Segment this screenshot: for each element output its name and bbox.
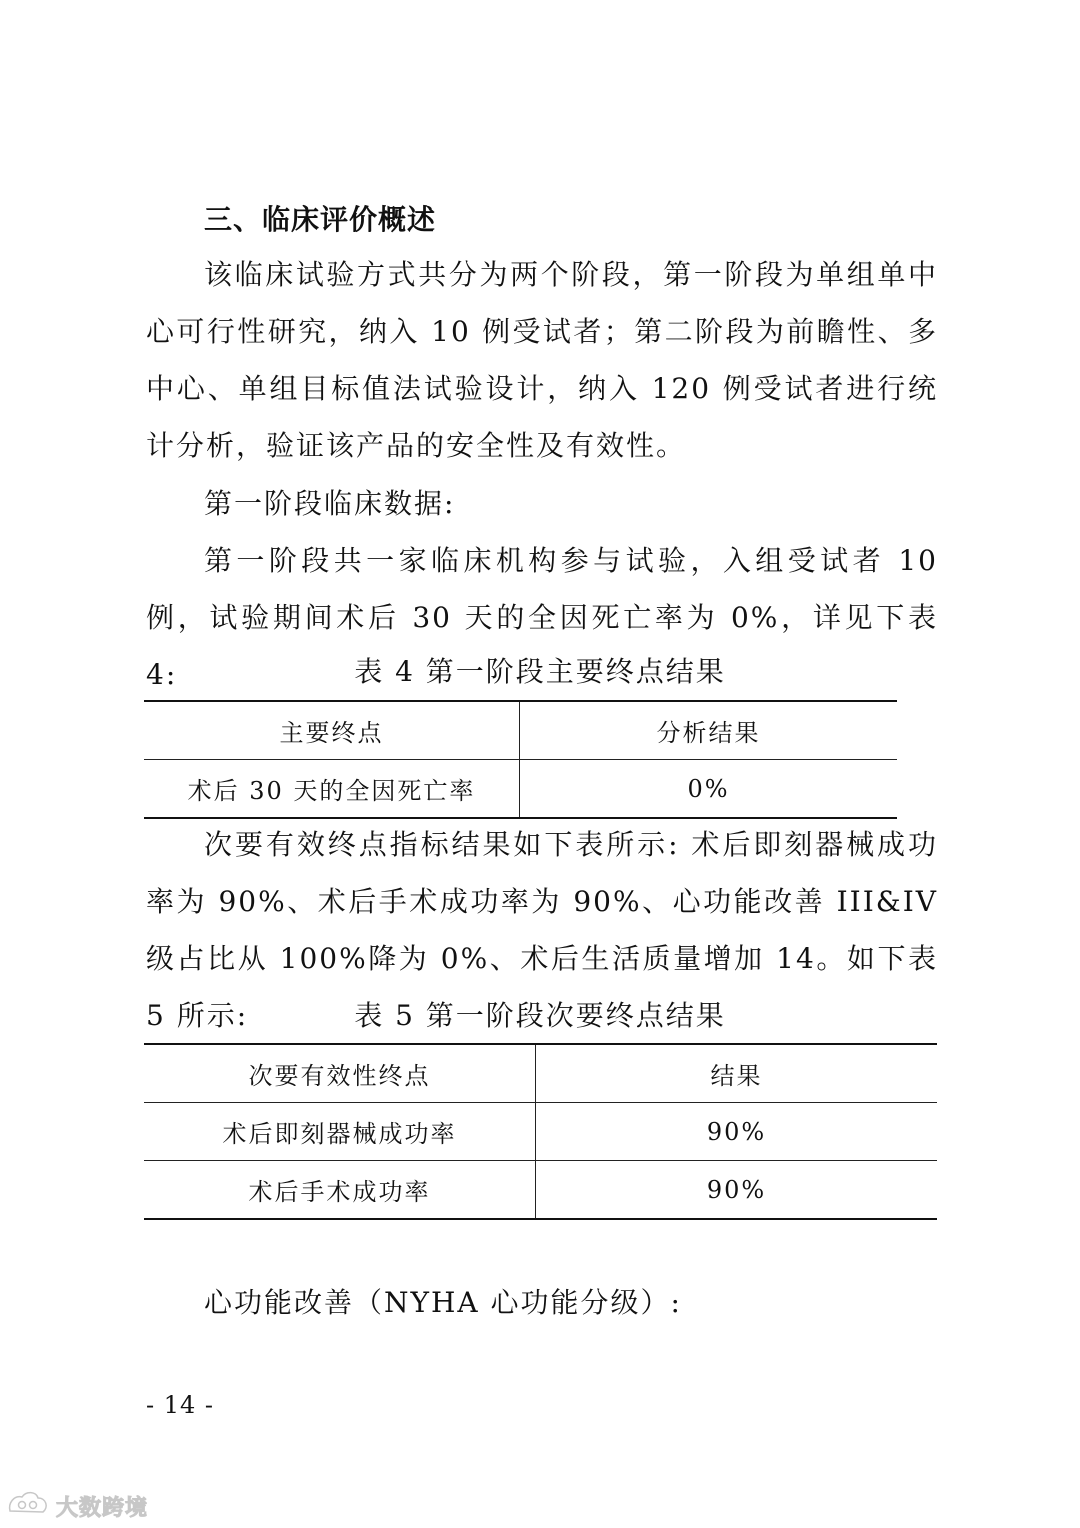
table-cell: 术后 30 天的全因死亡率 bbox=[144, 760, 520, 819]
table-row bbox=[144, 1103, 937, 1161]
table-row bbox=[144, 1161, 937, 1220]
phase1-paragraph: 第一阶段共一家临床机构参与试验，入组受试者 10 例，试验期间术后 30 天的全因死亡率为 0%，详见下表 4: bbox=[146, 544, 938, 691]
table-header-row bbox=[144, 1044, 937, 1103]
table-cell: 90% bbox=[536, 1103, 938, 1161]
table-cell: 0% bbox=[520, 760, 898, 819]
table4 bbox=[144, 700, 897, 819]
section-heading: 三、临床评价概述 bbox=[204, 203, 437, 236]
table-header-cell: 结果 bbox=[536, 1044, 938, 1103]
table-row bbox=[144, 760, 897, 819]
table-cell: 术后手术成功率 bbox=[144, 1161, 536, 1220]
table4-caption: 表 4 第一阶段主要终点结果 bbox=[354, 655, 726, 688]
table-header-cell: 分析结果 bbox=[520, 701, 898, 760]
secondary-endpoints-paragraph: 次要有效终点指标结果如下表所示: 术后即刻器械成功率为 90%、术后手术成功率为 90%、心功能改善 III&IV 级占比从 100%降为 0%、术后生活质量增加 14。如下表 5 所示: bbox=[146, 828, 938, 1032]
phase1-title: 第一阶段临床数据: bbox=[204, 487, 456, 520]
page-number: - 14 - bbox=[146, 1391, 215, 1419]
intro-paragraph: 该临床试验方式共分为两个阶段，第一阶段为单组单中心可行性研究，纳入 10 例受试者；第二阶段为前瞻性、多中心、单组目标值法试验设计，纳入 120 例受试者进行统计分析，验证该产品的安全性及有效性。 bbox=[146, 258, 938, 462]
table-cell: 90% bbox=[536, 1161, 938, 1220]
table5 bbox=[144, 1043, 937, 1220]
table5-caption: 表 5 第一阶段次要终点结果 bbox=[354, 999, 726, 1032]
table-header-cell: 主要终点 bbox=[144, 701, 520, 760]
table-header-row bbox=[144, 701, 897, 760]
watermark bbox=[6, 1488, 148, 1524]
watermark-text: 大数跨境 bbox=[56, 1495, 149, 1521]
table-cell: 术后即刻器械成功率 bbox=[144, 1103, 536, 1161]
nyha-title: 心功能改善（NYHA 心功能分级）: bbox=[204, 1286, 682, 1319]
watermark-logo-icon bbox=[6, 1489, 50, 1523]
table-header-cell: 次要有效性终点 bbox=[144, 1044, 536, 1103]
